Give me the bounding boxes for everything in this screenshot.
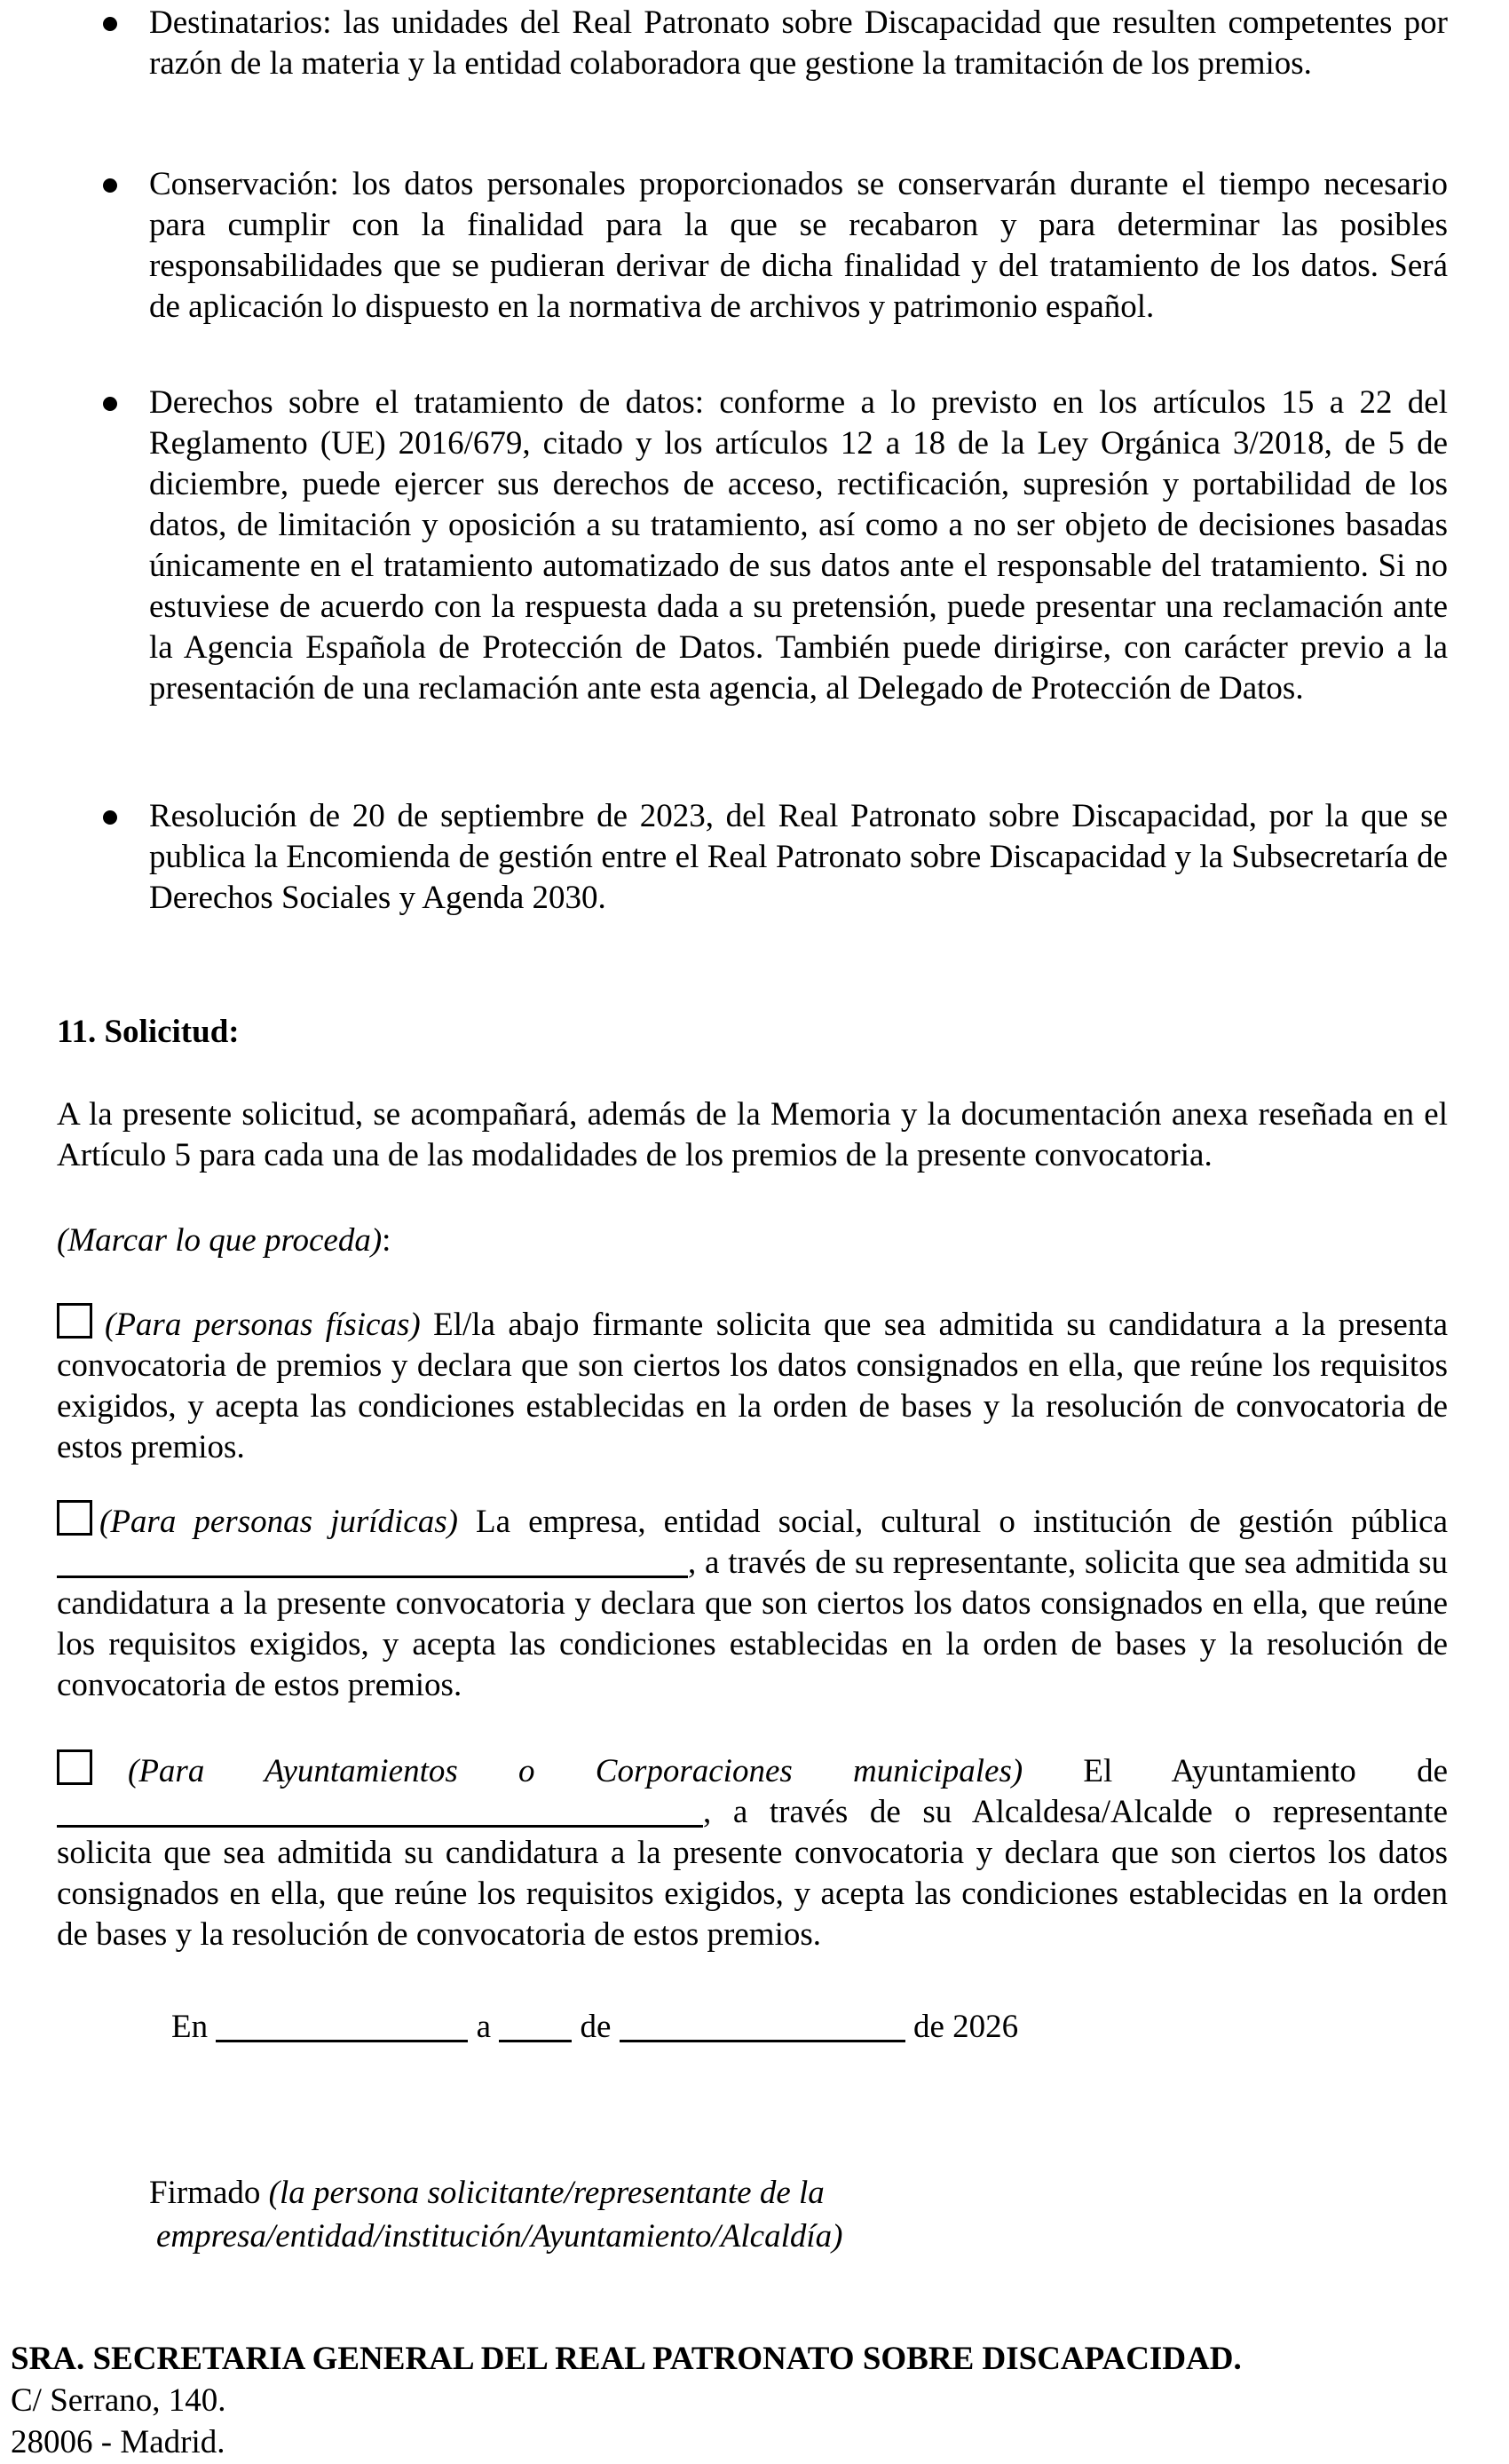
day-blank[interactable] bbox=[499, 2008, 572, 2042]
bullet-dot-icon bbox=[103, 17, 117, 31]
option-personas-juridicas bbox=[57, 1500, 1448, 1706]
entity-name-blank[interactable] bbox=[57, 1544, 688, 1578]
option-label: (Para personas jurídicas) bbox=[99, 1504, 458, 1540]
option-label: (Para personas físicas) bbox=[105, 1307, 421, 1343]
option-text-before: El Ayuntamiento de bbox=[1023, 1753, 1448, 1789]
checkbox-personas-juridicas[interactable] bbox=[57, 1500, 92, 1536]
section-heading: 11. Solicitud: bbox=[57, 1014, 240, 1050]
date-a: a bbox=[476, 2009, 492, 2045]
bullet-conservacion: Conservación: los datos personales proporcionados se conservarán durante el tiempo necesario para cumplir con la finalidad para la que se recabaron y para determinar las posibles responsabilidades que se pudieran derivar de dicha finalidad y del tratamiento de los datos. Será de aplicación lo dispuesto en la normativa de archivos y patrimonio español. bbox=[149, 166, 1448, 325]
bullet-dot-icon bbox=[103, 810, 117, 825]
recipient-street: C/ Serrano, 140. bbox=[11, 2382, 226, 2419]
instruction-label: (Marcar lo que proceda) bbox=[57, 1222, 383, 1259]
recipient-city: 28006 - Madrid. bbox=[11, 2424, 225, 2460]
option-personas-fisicas bbox=[57, 1303, 1448, 1468]
bullet-derechos: Derechos sobre el tratamiento de datos: conforme a lo previsto en los artículos 15 a 22 del Reglamento (UE) 2016/679, citado y los artículos 12 a 18 de la Ley Orgánica 3/2018, de 5 de diciembre, puede ejercer sus derechos de acceso, rectificación, supresión y portabilidad de los datos, de limitación y oposición a su tratamiento, así como a no ser objeto de decisiones basadas únicamente en el tratamiento automatizado de sus datos ante el responsable del tratamiento. Si no estuviese de acuerdo con la respuesta dada a su pretensión, puede presentar una reclamación ante la Agencia Española de Protección de Datos. También puede dirigirse, con carácter previo a la presentación de una reclamación ante esta agencia, al Delegado de Protección de Datos. bbox=[149, 384, 1448, 707]
municipality-name-blank[interactable] bbox=[57, 1793, 703, 1828]
date-de: de bbox=[580, 2009, 612, 2045]
signature-note-line2: empresa/entidad/institución/Ayuntamiento/Alcaldía) bbox=[156, 2218, 843, 2255]
bullet-dot-icon bbox=[103, 178, 117, 193]
date-suffix: de 2026 bbox=[913, 2009, 1019, 2045]
date-prefix: En bbox=[171, 2009, 209, 2045]
bullet-destinatarios: Destinatarios: las unidades del Real Patronato sobre Discapacidad que resulten competentes por razón de la materia y la entidad colaboradora que gestione la tramitación de los premios. bbox=[149, 4, 1448, 82]
option-ayuntamientos bbox=[57, 1749, 1448, 1955]
bullet-dot-icon bbox=[103, 397, 117, 411]
checkbox-ayuntamientos[interactable] bbox=[57, 1749, 92, 1785]
option-text-after: , a través de su Alcaldesa/Alcalde o representante solicita que sea admitida su candidatura a la presente convocatoria y declara que son ciertos los datos consignados en ella, que reúne los requisitos exigidos, y acepta las condiciones establecidas en la orden de bases y la resolución de convocatoria de estos premios. bbox=[57, 1794, 1448, 1953]
option-text-before: La empresa, entidad social, cultural o institución de gestión pública bbox=[457, 1504, 1448, 1540]
option-label: (Para Ayuntamientos o Corporaciones municipales) bbox=[128, 1753, 1023, 1789]
instruction-suffix: : bbox=[382, 1222, 391, 1259]
recipient-name: SRA. SECRETARIA GENERAL DEL REAL PATRONATO SOBRE DISCAPACIDAD. bbox=[11, 2341, 1242, 2377]
checkbox-personas-fisicas[interactable] bbox=[57, 1303, 92, 1339]
option-text: El/la abajo firmante solicita que sea admitida su candidatura a la presenta convocatoria de premios y declara que son ciertos los datos consignados en ella, que reúne los requisitos exigidos, y acepta las condiciones establecidas en la orden de bases y la resolución de convocatoria de estos premios. bbox=[57, 1307, 1448, 1465]
date-line bbox=[171, 2007, 1018, 2048]
month-blank[interactable] bbox=[620, 2008, 905, 2042]
signature-note-line1: (la persona solicitante/representante de la bbox=[268, 2175, 825, 2211]
signature-block bbox=[149, 2171, 842, 2258]
section-intro: A la presente solicitud, se acompañará, además de la Memoria y la documentación anexa reseñada en el Artículo 5 para cada una de las modalidades de los premios de la presente convocatoria. bbox=[57, 1096, 1448, 1173]
bullet-resolucion: Resolución de 20 de septiembre de 2023, del Real Patronato sobre Discapacidad, por la que se publica la Encomienda de gestión entre el Real Patronato sobre Discapacidad y la Subsecretaría de Derechos Sociales y Agenda 2030. bbox=[149, 798, 1448, 916]
recipient-address bbox=[11, 2338, 1242, 2463]
place-blank[interactable] bbox=[216, 2008, 468, 2042]
signature-label: Firmado bbox=[149, 2175, 261, 2211]
instruction-text bbox=[57, 1220, 1448, 1261]
option-text-after: , a través de su representante, solicita que sea admitida su candidatura a la presente convocatoria y declara que son ciertos los datos consignados en ella, que reúne los requisitos exigidos, y acepta las condiciones establecidas en la orden de bases y la resolución de convocatoria de estos premios. bbox=[57, 1544, 1448, 1703]
